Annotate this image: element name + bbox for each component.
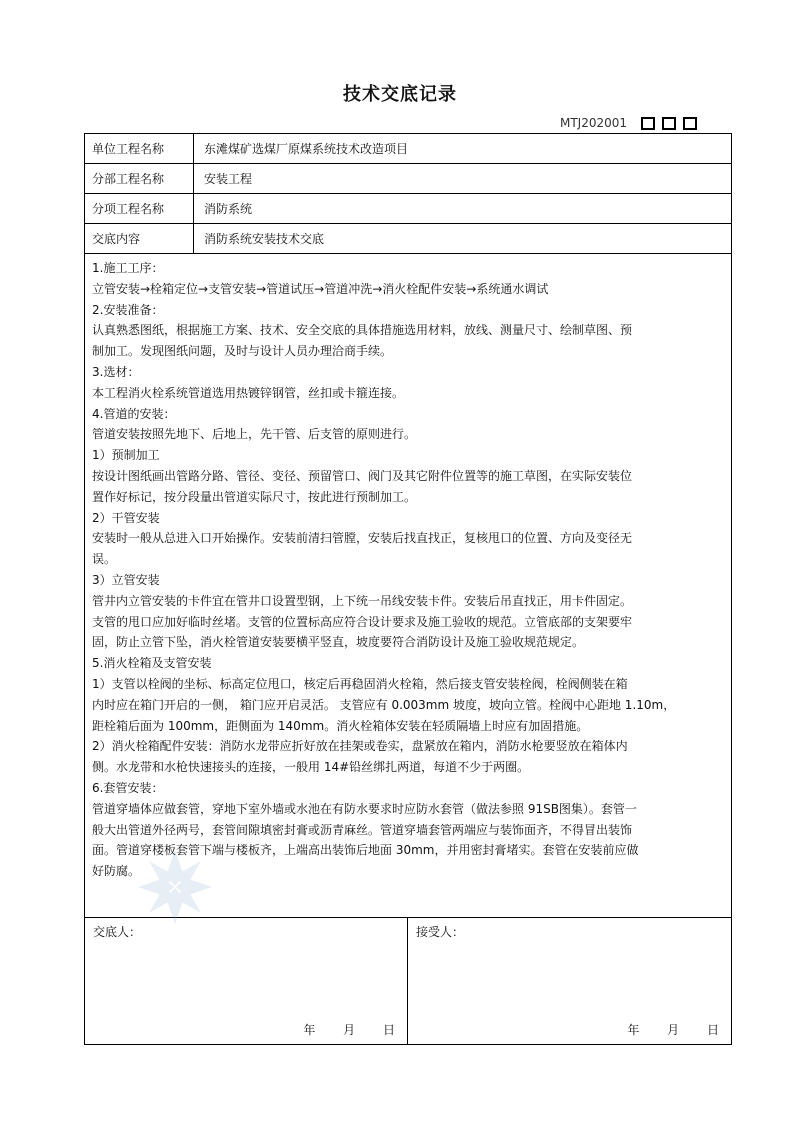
watermark-logo bbox=[130, 842, 220, 932]
content-line: 管井内立管安装的卡件宜在管井口设置型钢，上下统一吊线安装卡件。安装后吊直找正，用卡件固定。 bbox=[92, 593, 633, 608]
row-label: 分项工程名称 bbox=[85, 194, 194, 223]
row-label: 交底内容 bbox=[85, 224, 194, 253]
table-row bbox=[85, 194, 731, 224]
document-title: 技术交底记录 bbox=[343, 84, 457, 105]
discloser-date: 年 月 日 bbox=[303, 1023, 395, 1037]
checkbox-3[interactable] bbox=[683, 117, 697, 130]
row-label: 单位工程名称 bbox=[85, 134, 194, 163]
content-line: 般大出管道外径两号，套管间隙填密封膏或沥青麻丝。管道穿墙套管两端应与装饰面齐，不得冒出装饰 bbox=[92, 822, 633, 837]
form-code: MTJ202001 bbox=[560, 116, 628, 130]
row-value: 消防系统安装技术交底 bbox=[204, 232, 325, 246]
row-value: 东滩煤矿选煤厂原煤系统技术改造项目 bbox=[204, 142, 409, 156]
checkbox-1[interactable] bbox=[641, 117, 655, 130]
receiver-label: 接受人： bbox=[416, 925, 465, 939]
content-line: 安装时一般从总进入口开始操作。安装前清扫管膛，安装后找直找正，复核甩口的位置、方向及变径无 bbox=[92, 531, 633, 546]
content-line: 面。管道穿楼板套管下端与楼板齐，上端高出装饰后地面 30mm，并用密封膏堵实。套管在安装前应做 bbox=[92, 843, 639, 858]
content-line: 支管的甩口应加好临时丝堵。支管的位置标高应符合设计要求及施工验收的规范。立管底部的支架要牢 bbox=[92, 614, 633, 629]
content-line: 2.安装准备： bbox=[92, 302, 164, 317]
content-line: 按设计图纸画出管路分路、管径、变径、预留管口、阀门及其它附件位置等的施工草图，在实际安装位 bbox=[92, 468, 633, 483]
discloser-label: 交底人： bbox=[93, 925, 142, 939]
disclosure-content bbox=[85, 254, 731, 918]
content-line: 3.选材： bbox=[92, 364, 140, 379]
content-line: 5.消火栓箱及支管安装 bbox=[92, 656, 212, 671]
content-line: 1）支管以栓阀的坐标、标高定位甩口，核定后再稳固消火栓箱，然后接支管安装栓阀，栓阀侧装在箱 bbox=[92, 676, 628, 691]
table-row bbox=[85, 164, 731, 194]
content-line: 立管安装→栓箱定位→支管安装→管道试压→管道冲洗→消火栓配件安装→系统通水调试 bbox=[92, 281, 549, 296]
content-line: 固，防止立管下坠，消火栓管道安装要横平竖直，坡度要符合消防设计及施工验收规范规定。 bbox=[92, 635, 585, 650]
row-value: 安装工程 bbox=[204, 172, 253, 186]
content-line: 好防腐。 bbox=[92, 864, 141, 879]
content-line: 6.套管安装： bbox=[92, 780, 164, 795]
content-line: 2）干管安装 bbox=[92, 510, 160, 525]
content-line: 置作好标记，按分段量出管道实际尺寸，按此进行预制加工。 bbox=[92, 489, 417, 504]
content-line: 距栓箱后面为 100mm，距侧面为 140mm。消火栓箱体安装在轻质隔墙上时应有加固措施。 bbox=[92, 718, 589, 733]
content-line: 本工程消火栓系统管道选用热镀锌钢管，丝扣或卡箍连接。 bbox=[92, 385, 405, 400]
receiver-date: 年 月 日 bbox=[627, 1023, 719, 1037]
content-line: 误。 bbox=[92, 552, 117, 567]
content-line: 内时应在箱门开启的一侧， 箱门应开启灵活。 支管应有 0.003mm 坡度，坡向立管。栓阀中心距地 1.10m， bbox=[92, 697, 676, 712]
table-row bbox=[85, 134, 731, 164]
content-line: 1.施工工序： bbox=[92, 261, 164, 275]
content-line: 侧。水龙带和水枪快速接头的连接，一般用 14#铅丝绑扎两道，每道不少于两圈。 bbox=[92, 760, 530, 775]
signature-section bbox=[85, 918, 731, 1044]
receiver-cell bbox=[408, 918, 731, 1044]
content-line: 4.管道的安装： bbox=[92, 406, 176, 421]
table-row bbox=[85, 224, 731, 254]
content-line: 3）立管安装 bbox=[92, 572, 160, 587]
row-label: 分部工程名称 bbox=[85, 164, 194, 193]
content-line: 认真熟悉图纸，根据施工方案、技术、安全交底的具体措施选用材料，放线、测量尺寸、绘制草图、预 bbox=[92, 323, 633, 338]
row-value: 消防系统 bbox=[204, 202, 253, 216]
content-line: 1）预制加工 bbox=[92, 448, 160, 463]
form-code-row bbox=[560, 114, 697, 132]
content-line: 2）消火栓箱配件安装：消防水龙带应折好放在挂架或卷实，盘紧放在箱内，消防水枪要竖放在箱体内 bbox=[92, 739, 628, 754]
checkbox-2[interactable] bbox=[662, 117, 676, 130]
discloser-cell bbox=[85, 918, 408, 1044]
content-line: 管道安装按照先地下、后地上，先干管、后支管的原则进行。 bbox=[92, 427, 417, 442]
content-line: 管道穿墙体应做套管，穿地下室外墙或水池在有防水要求时应防水套管（做法参照 91SB图集）。套管一 bbox=[92, 801, 637, 816]
content-line: 制加工。发现图纸问题，及时与设计人员办理洽商手续。 bbox=[92, 344, 393, 359]
